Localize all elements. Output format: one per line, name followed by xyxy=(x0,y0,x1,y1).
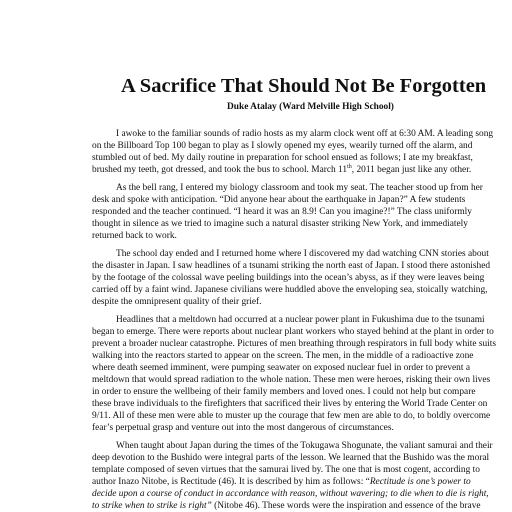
paragraph-line: began to emerge. There were reports about nuclear plant workers who stayed behind at the plant in order to xyxy=(92,327,494,337)
paragraph-line: these brave individuals to the firefighters that sacrificed their lives by entering the World Trade Center on xyxy=(92,399,488,409)
ordinal-suffix: th xyxy=(347,163,352,170)
paragraph-line: As the bell rang, I entered my biology classroom and took my seat. The teacher stood up from her xyxy=(116,183,483,193)
paragraph-line: I awoke to the familiar sounds of radio hosts as my alarm clock went off at 6:30 AM. A leading song xyxy=(116,129,494,139)
paragraph-line: returned back to work. xyxy=(92,231,177,241)
author-byline: Duke Atalay (Ward Melville High School) xyxy=(227,102,394,112)
paragraph-line: Headlines that a meltdown had occurred at a nuclear power plant in Fukushima due to the tsunami xyxy=(116,315,485,325)
paragraph-line: desk and spoke with anticipation. “Did anyone hear about the earthquake in Japan?” A few students xyxy=(92,195,466,205)
paragraph-line: carried off by a faint wind. Japanese civilians were huddled above the enveloping sea, stoically watching, xyxy=(92,285,488,295)
quote-italic: Rectitude is one’s power to xyxy=(369,477,471,487)
paragraph-line: where death seemed imminent, were pumping seawater on exposed nuclear fuel in order to prevent a xyxy=(92,363,470,373)
paragraph-line: despite the omnipresent quality of their grief. xyxy=(92,297,262,307)
quote-italic: to strike when to strike is right” xyxy=(92,501,212,511)
paragraph-line: deep devotion to the Bushido were integral parts of the lesson. We learned that the Bushido was the moral xyxy=(92,453,490,463)
paragraph-line: thought in silence as we tried to imagine such a natural disaster striking New York, and immediately xyxy=(92,219,468,229)
quote-italic: decide upon a course of conduct in accordance with reason, without wavering; to die when to die is right, xyxy=(92,489,489,499)
paragraph-line xyxy=(92,476,471,488)
paragraph-line: responded and the teacher continued. “I heard it was an 8.9! Can you imagine?!” The class uniformly xyxy=(92,207,472,217)
paragraph-line: 9/11. All of these men were able to muster up the courage that few men are able to do, to boldly overcome xyxy=(92,411,491,421)
line-segment: author Inazo Nitobe, is Rectitude (46). It is described by him as follows: “ xyxy=(92,477,370,487)
paragraph-line xyxy=(92,488,489,500)
paragraph-line: template composed of seven virtues that the samurai lived by. The one that is most cogent, according to xyxy=(92,465,480,475)
paragraph-line xyxy=(92,500,481,512)
line-segment: , 2011 began just like any other. xyxy=(351,165,472,175)
paragraph-line: walking into the reactors started to appear on the screen. The men, in the middle of a radioactive zone xyxy=(92,351,474,361)
paragraph-line: the disaster in Japan. I saw headlines of a tsunami striking the north east of Japan. I stood there astonished xyxy=(92,261,491,271)
paragraph-line: by the footage of the colossal wave peeling buildings into the ocean’s abyss, as if they were leaves being xyxy=(92,273,485,283)
line-segment: (Nitobe 46). These words were the inspiration and essence of the brave xyxy=(211,501,481,511)
paragraph-line: meltdown that would spread radiation to the whole nation. These men were heroes, risking their own lives xyxy=(92,375,491,385)
paragraph-line: prevent a broader nuclear catastrophe. Pictures of men breathing through respirators in full body white suits xyxy=(92,339,497,349)
paragraph-line: When taught about Japan during the times of the Tokugawa Shogunate, the valiant samurai and their xyxy=(116,441,493,451)
paragraph-line: stumbled out of bed. My daily routine in preparation for school ensued as follows; I ate my breakfast, xyxy=(92,153,473,163)
document-title: A Sacrifice That Should Not Be Forgotten xyxy=(121,75,487,97)
paragraph-line: on the Billboard Top 100 began to play as I slowly opened my eyes, wearily turned off the alarm, and xyxy=(92,141,473,151)
paragraph-line: The school day ended and I returned home where I discovered my dad watching CNN stories about xyxy=(116,249,489,259)
paragraph-line: in order to ensure the wellbeing of their family members and loved ones. I could not help but compare xyxy=(92,387,476,397)
paragraph-line: fear’s perpetual grasp and venture out into the most dangerous of circumstances. xyxy=(92,423,394,433)
paragraph-line xyxy=(92,164,471,176)
line-segment: brushed my teeth, got dressed, and took the bus to school. March 11 xyxy=(92,165,348,175)
